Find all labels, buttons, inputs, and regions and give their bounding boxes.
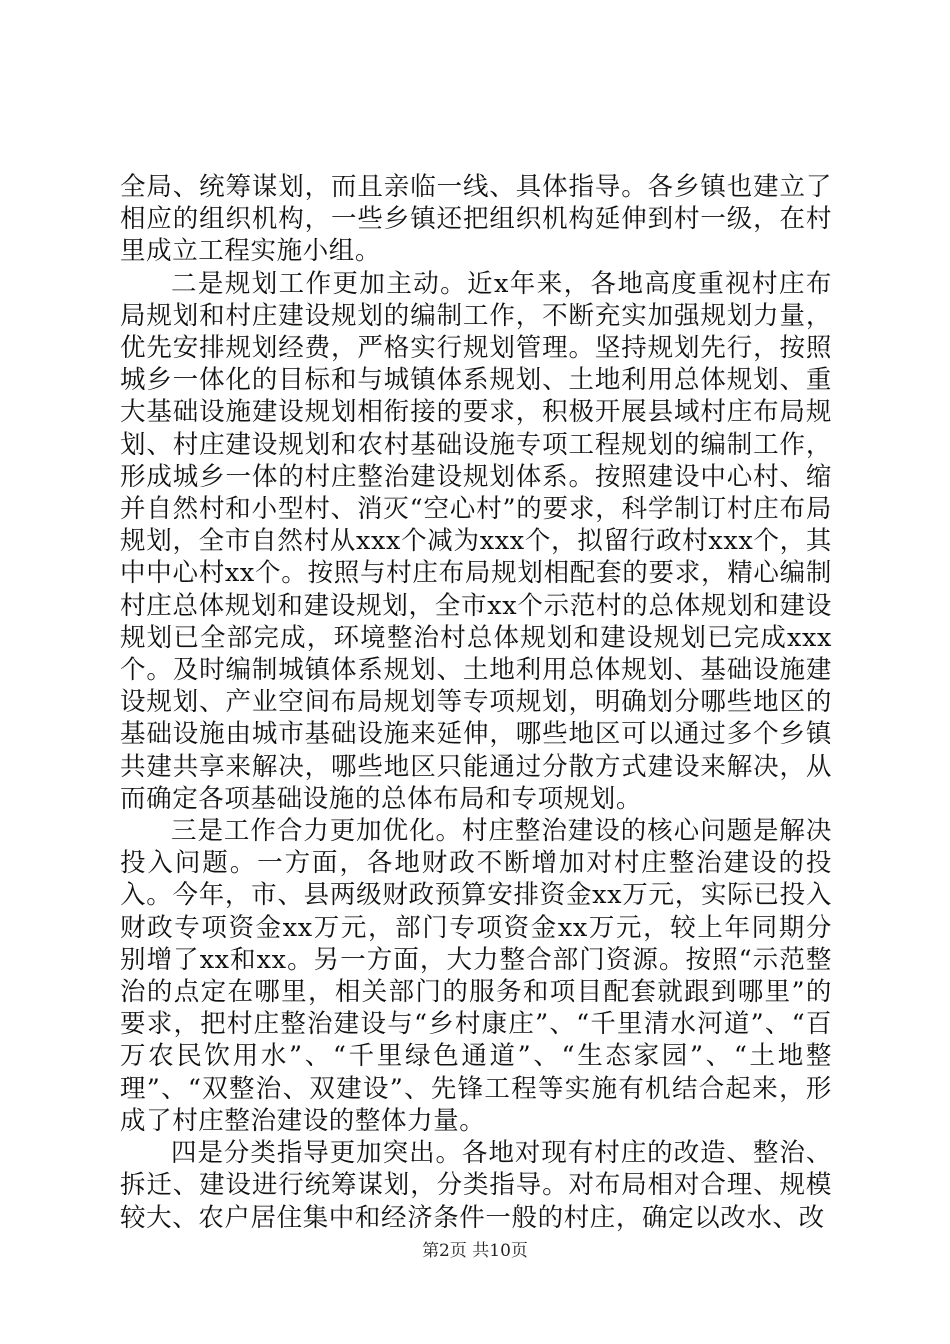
paragraph-synergy: 三是工作合力更加优化。村庄整治建设的核心问题是解决投入问题。一方面，各地财政不断增加对村庄整治建设的投入。今年，市、县两级财政预算安排资金xx万元，实际已投入财政专项资金xx万元，部门专项资金xx万元，较上年同期分别增了xx和xx。另一方面，大力整合部门资源。按照“示范整治的点定在哪里，相关部门的服务和项目配套就跟到哪里”的要求，把村庄整治建设与“乡村康庄”、“千里清水河道”、“百万农民饮用水”、“千里绿色通道”、“生态家园”、“土地整理”、“双整治、双建设”、先锋工程等实施有机结合起来，形成了村庄整治建设的整体力量。 (120, 816, 832, 1136)
paragraph-continuation: 全局、统筹谋划，而且亲临一线、具体指导。各乡镇也建立了相应的组织机构，一些乡镇还把组织机构延伸到村一级，在村里成立工程实施小组。 (120, 172, 832, 267)
paragraph-planning: 二是规划工作更加主动。近x年来，各地高度重视村庄布局规划和村庄建设规划的编制工作，不断充实加强规划力量，优先安排规划经费，严格实行规划管理。坚持规划先行，按照城乡一体化的目标和与城镇体系规划、土地利用总体规划、重大基础设施建设规划相衔接的要求，积极开展县域村庄布局规划、村庄建设规划和农村基础设施专项工程规划的编制工作，形成城乡一体的村庄整治建设规划体系。按照建设中心村、缩并自然村和小型村、消灭“空心村”的要求，科学制订村庄布局规划，全市自然村从xxx个减为xxx个，拟留行政村xxx个，其中中心村xx个。按照与村庄布局规划相配套的要求，精心编制村庄总体规划和建设规划，全市xx个示范村的总体规划和建设规划已全部完成，环境整治村总体规划和建设规划已完成xxx个。及时编制城镇体系规划、土地利用总体规划、基础设施建设规划、产业空间布局规划等专项规划，明确划分哪些地区的基础设施由城市基础设施来延伸，哪些地区可以通过多个乡镇共建共享来解决，哪些地区只能通过分散方式建设来解决，从而确定各项基础设施的总体布局和专项规划。 (120, 268, 832, 814)
document-body (120, 171, 832, 1234)
page-number-footer: 第2页 共10页 (422, 1241, 528, 1261)
paragraph-classification: 四是分类指导更加突出。各地对现有村庄的改造、整治、拆迁、建设进行统筹谋划，分类指导。对布局相对合理、规模较大、农户居住集中和经济条件一般的村庄，确定以改水、改 (120, 1138, 832, 1233)
